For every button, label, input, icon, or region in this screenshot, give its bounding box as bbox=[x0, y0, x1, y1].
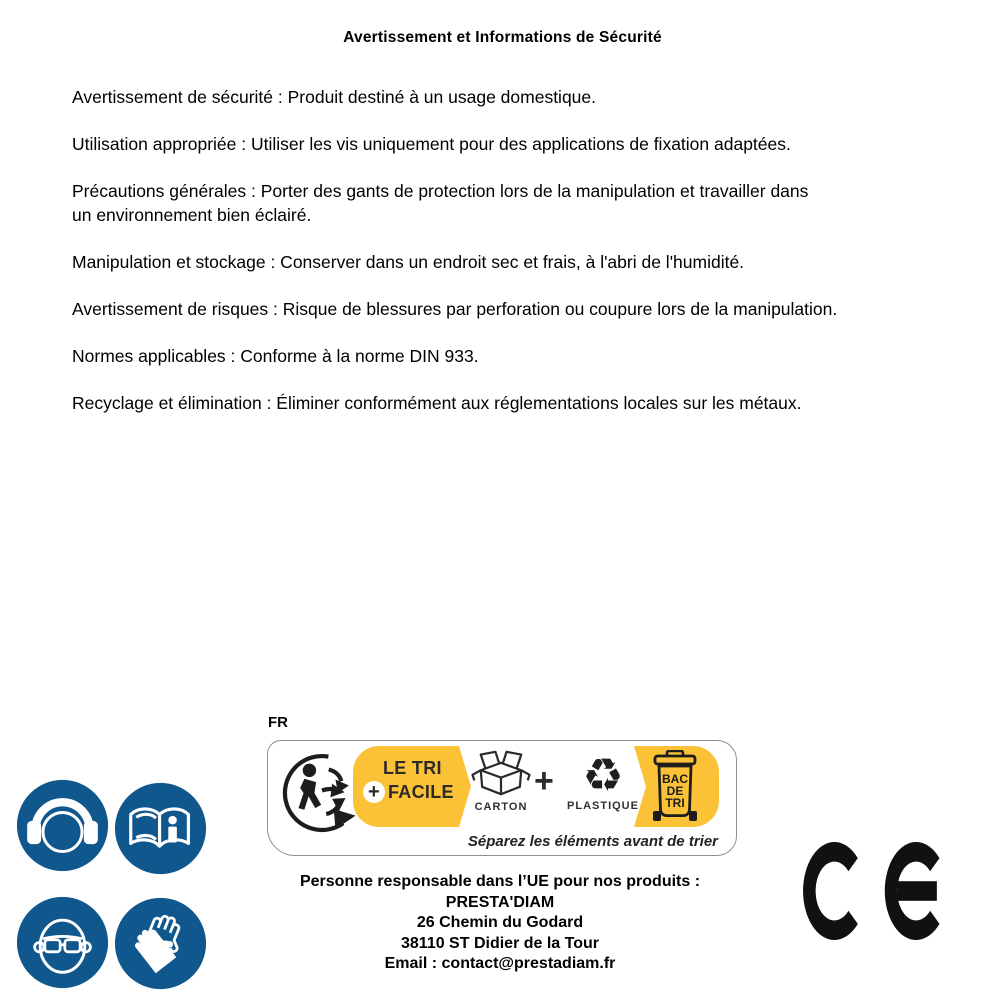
info-tri-band bbox=[353, 746, 719, 827]
country-code-label: FR bbox=[268, 714, 288, 731]
headline-line2-text: FACILE bbox=[388, 781, 454, 802]
bin-text-line2: DE bbox=[666, 784, 684, 798]
carton-label: CARTON bbox=[474, 801, 528, 813]
responsible-person-block bbox=[250, 872, 750, 975]
responsible-company: PRESTA'DIAM bbox=[445, 893, 555, 911]
responsible-street: 26 Chemin du Godard bbox=[416, 914, 584, 932]
responsible-line1: Personne responsable dans l’UE pour nos produits : bbox=[299, 873, 701, 890]
page-title: Avertissement et Informations de Sécurité bbox=[343, 29, 662, 46]
material-plastique bbox=[565, 750, 641, 812]
triman-icon bbox=[280, 751, 364, 835]
paragraph-recycling-disposal: Recyclage et élimination : Éliminer conformément aux réglementations locales sur les métaux. bbox=[72, 393, 802, 413]
paragraph-handling-storage: Manipulation et stockage : Conserver dans un endroit sec et frais, à l'abri de l'humidité. bbox=[72, 252, 745, 272]
safety-paragraphs bbox=[72, 85, 972, 438]
bin-text-line1: BAC bbox=[662, 772, 688, 786]
wear-eye-protection-icon bbox=[16, 896, 109, 989]
paragraph-general-precautions: Précautions générales : Porter des gants de protection lors de la manipulation et travailler dans un environnement bien éclairé. bbox=[72, 181, 809, 225]
info-tri-label bbox=[267, 740, 737, 856]
bin-text-line3: TRI bbox=[665, 796, 685, 810]
headline-line2 bbox=[363, 781, 473, 803]
wear-ear-protection-icon bbox=[16, 779, 109, 872]
sorting-bin-icon bbox=[652, 750, 698, 824]
paragraph-appropriate-use: Utilisation appropriée : Utiliser les vis uniquement pour des applications de fixation adaptées. bbox=[72, 134, 791, 154]
headline-line1: LE TRI bbox=[383, 758, 442, 778]
plus-sign: + bbox=[534, 762, 554, 800]
paragraph-safety-warning: Avertissement de sécurité : Produit destiné à un usage domestique. bbox=[72, 87, 597, 107]
le-tri-facile-headline bbox=[363, 758, 473, 803]
plastique-label: PLASTIQUE bbox=[567, 800, 639, 812]
paragraph-risk-warning: Avertissement de risques : Risque de blessures par perforation ou coupure lors de la manipulation. bbox=[72, 299, 838, 319]
read-instruction-manual-icon bbox=[114, 782, 207, 875]
plus-disc-icon: + bbox=[363, 781, 385, 803]
wear-protective-gloves-icon bbox=[114, 897, 207, 990]
sorting-caption: Séparez les éléments avant de trier bbox=[467, 833, 718, 850]
cardboard-box-icon bbox=[469, 750, 533, 796]
responsible-city: 38110 ST Didier de la Tour bbox=[401, 934, 599, 952]
paragraph-applicable-standards: Normes applicables : Conforme à la norme DIN 933. bbox=[72, 346, 479, 366]
ce-marking-icon bbox=[803, 842, 940, 940]
responsible-email: Email : contact@prestadiam.fr bbox=[384, 955, 616, 973]
material-carton bbox=[465, 750, 537, 813]
recycling-arrows-icon: ♻ bbox=[582, 749, 624, 801]
